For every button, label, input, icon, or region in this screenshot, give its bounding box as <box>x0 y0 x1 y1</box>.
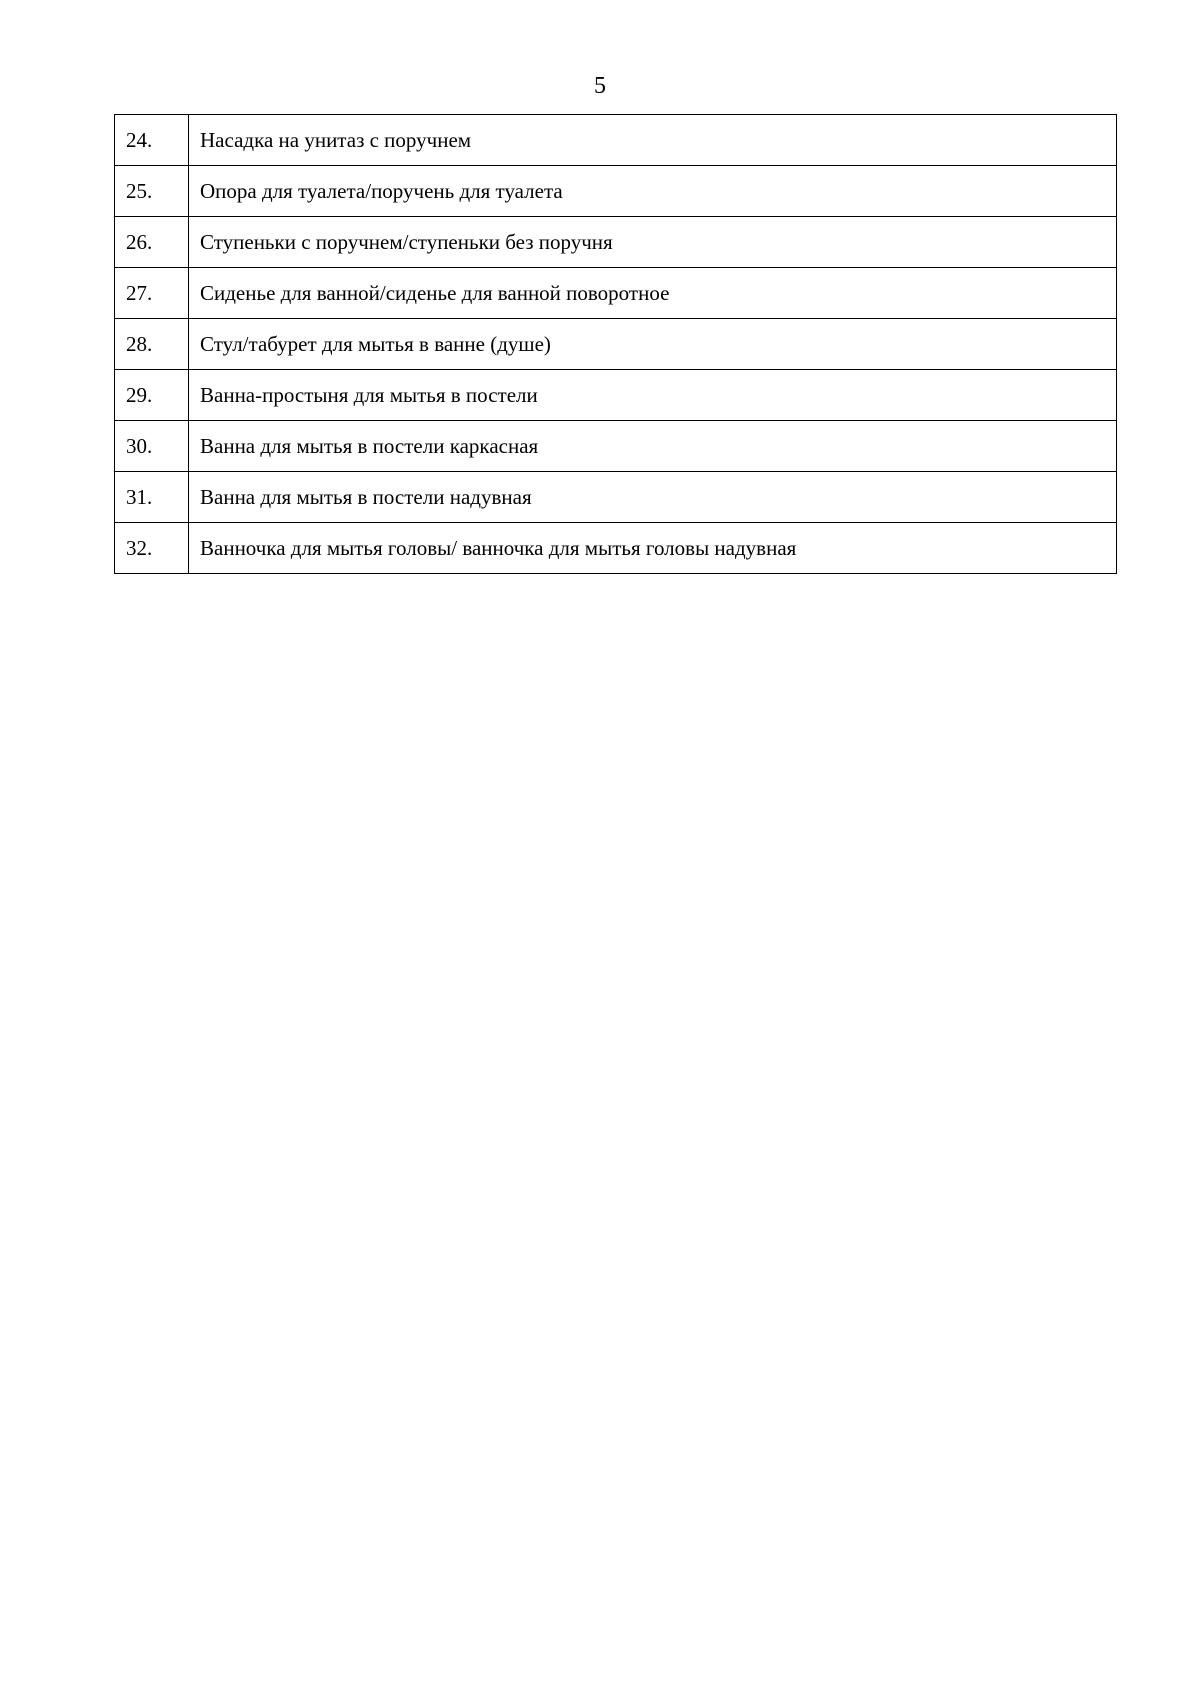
row-number: 26. <box>115 217 189 268</box>
row-item-name: Ванна для мытья в постели каркасная <box>189 421 1117 472</box>
table-row <box>115 370 1117 421</box>
row-number: 27. <box>115 268 189 319</box>
row-item-name: Насадка на унитаз с поручнем <box>189 115 1117 166</box>
row-number: 25. <box>115 166 189 217</box>
row-item-name: Ступеньки с поручнем/ступеньки без поручня <box>189 217 1117 268</box>
row-number: 32. <box>115 523 189 574</box>
table-row <box>115 472 1117 523</box>
row-item-name: Сиденье для ванной/сиденье для ванной поворотное <box>189 268 1117 319</box>
items-table-body <box>115 115 1117 574</box>
table-row <box>115 268 1117 319</box>
table-row <box>115 217 1117 268</box>
row-item-name: Стул/табурет для мытья в ванне (душе) <box>189 319 1117 370</box>
page-number: 5 <box>594 73 606 99</box>
table-row <box>115 421 1117 472</box>
table-row <box>115 319 1117 370</box>
table-row <box>115 115 1117 166</box>
row-number: 30. <box>115 421 189 472</box>
row-number: 31. <box>115 472 189 523</box>
items-table <box>114 114 1117 574</box>
row-number: 28. <box>115 319 189 370</box>
row-item-name: Ванна для мытья в постели надувная <box>189 472 1117 523</box>
row-item-name: Ванна-простыня для мытья в постели <box>189 370 1117 421</box>
row-number: 29. <box>115 370 189 421</box>
row-item-name: Ванночка для мытья головы/ ванночка для мытья головы надувная <box>189 523 1117 574</box>
table-row <box>115 523 1117 574</box>
table-row <box>115 166 1117 217</box>
row-number: 24. <box>115 115 189 166</box>
row-item-name: Опора для туалета/поручень для туалета <box>189 166 1117 217</box>
